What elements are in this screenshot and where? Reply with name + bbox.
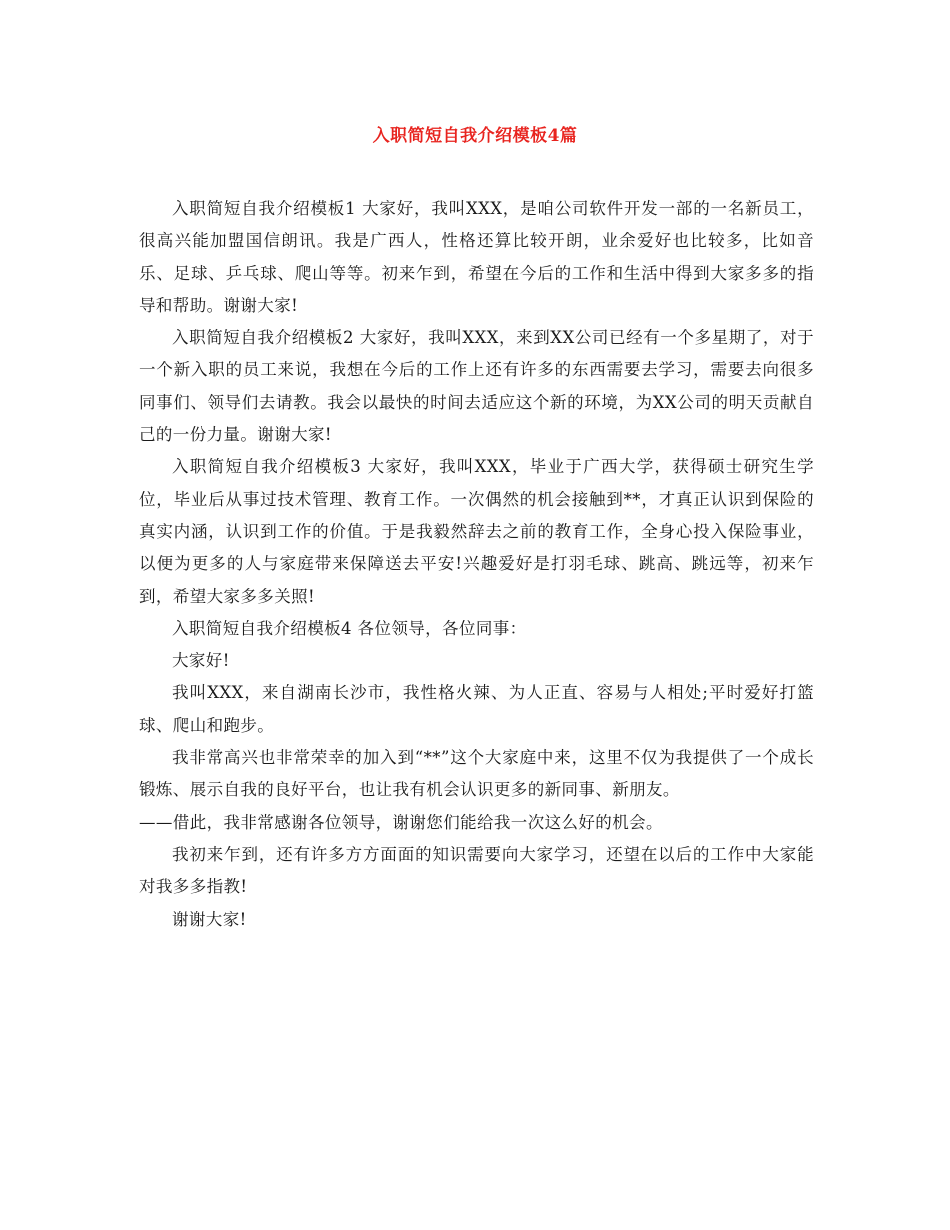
document-title: 入职简短自我介绍模板4篇 (372, 126, 578, 146)
paragraph-closing: 谢谢大家! (172, 909, 247, 929)
paragraph-template-4-greeting: 入职简短自我介绍模板4 各位领导，各位同事： (172, 618, 527, 638)
paragraph-template-1: 入职简短自我介绍模板1 大家好，我叫XXX，是咱公司软件开发一部的一名新员工，很高兴能加盟国信朗讯。我是广西人，性格还算比较开朗，业余爱好也比较多，比如音乐、足球、乒乓球、爬山等等。初来乍到，希望在今后的工作和生活中得到大家多多的指导和帮助。谢谢大家! (139, 199, 814, 315)
paragraph-template-2: 入职简短自我介绍模板2 大家好，我叫XXX，来到XX公司已经有一个多星期了，对于一个新入职的员工来说，我想在今后的工作上还有许多的东西需要去学习，需要去向很多同事们、领导们去请教。我会以最快的时间去适应这个新的环境，为XX公司的明天贡献自己的一份力量。谢谢大家! (139, 328, 814, 445)
paragraph-joining: 我非常高兴也非常荣幸的加入到“**”这个大家庭中来，这里不仅为我提供了一个成长锻炼、展示自我的良好平台，也让我有机会认识更多的新同事、新朋友。 (139, 748, 814, 800)
paragraph-learning: 我初来乍到，还有许多方方面面的知识需要向大家学习，还望在以后的工作中大家能对我多多指教! (139, 844, 814, 897)
document-body (139, 193, 814, 936)
paragraph-hello: 大家好! (172, 651, 230, 671)
paragraph-template-3: 入职简短自我介绍模板3 大家好，我叫XXX，毕业于广西大学，获得硕士研究生学位，毕业后从事过技术管理、教育工作。一次偶然的机会接触到**，才真正认识到保险的真实内涵，认识到工作的价值。于是我毅然辞去之前的教育工作，全身心投入保险事业，以便为更多的人与家庭带来保障送去平安!兴趣爱好是打羽毛球、跳高、跳远等，初来乍到，希望大家多多关照! (139, 457, 814, 606)
paragraph-self-intro: 我叫XXX，来自湖南长沙市，我性格火辣、为人正直、容易与人相处;平时爱好打篮球、爬山和跑步。 (139, 683, 814, 735)
paragraph-thanks-leaders: ——借此，我非常感谢各位领导，谢谢您们能给我一次这么好的机会。 (139, 812, 663, 832)
